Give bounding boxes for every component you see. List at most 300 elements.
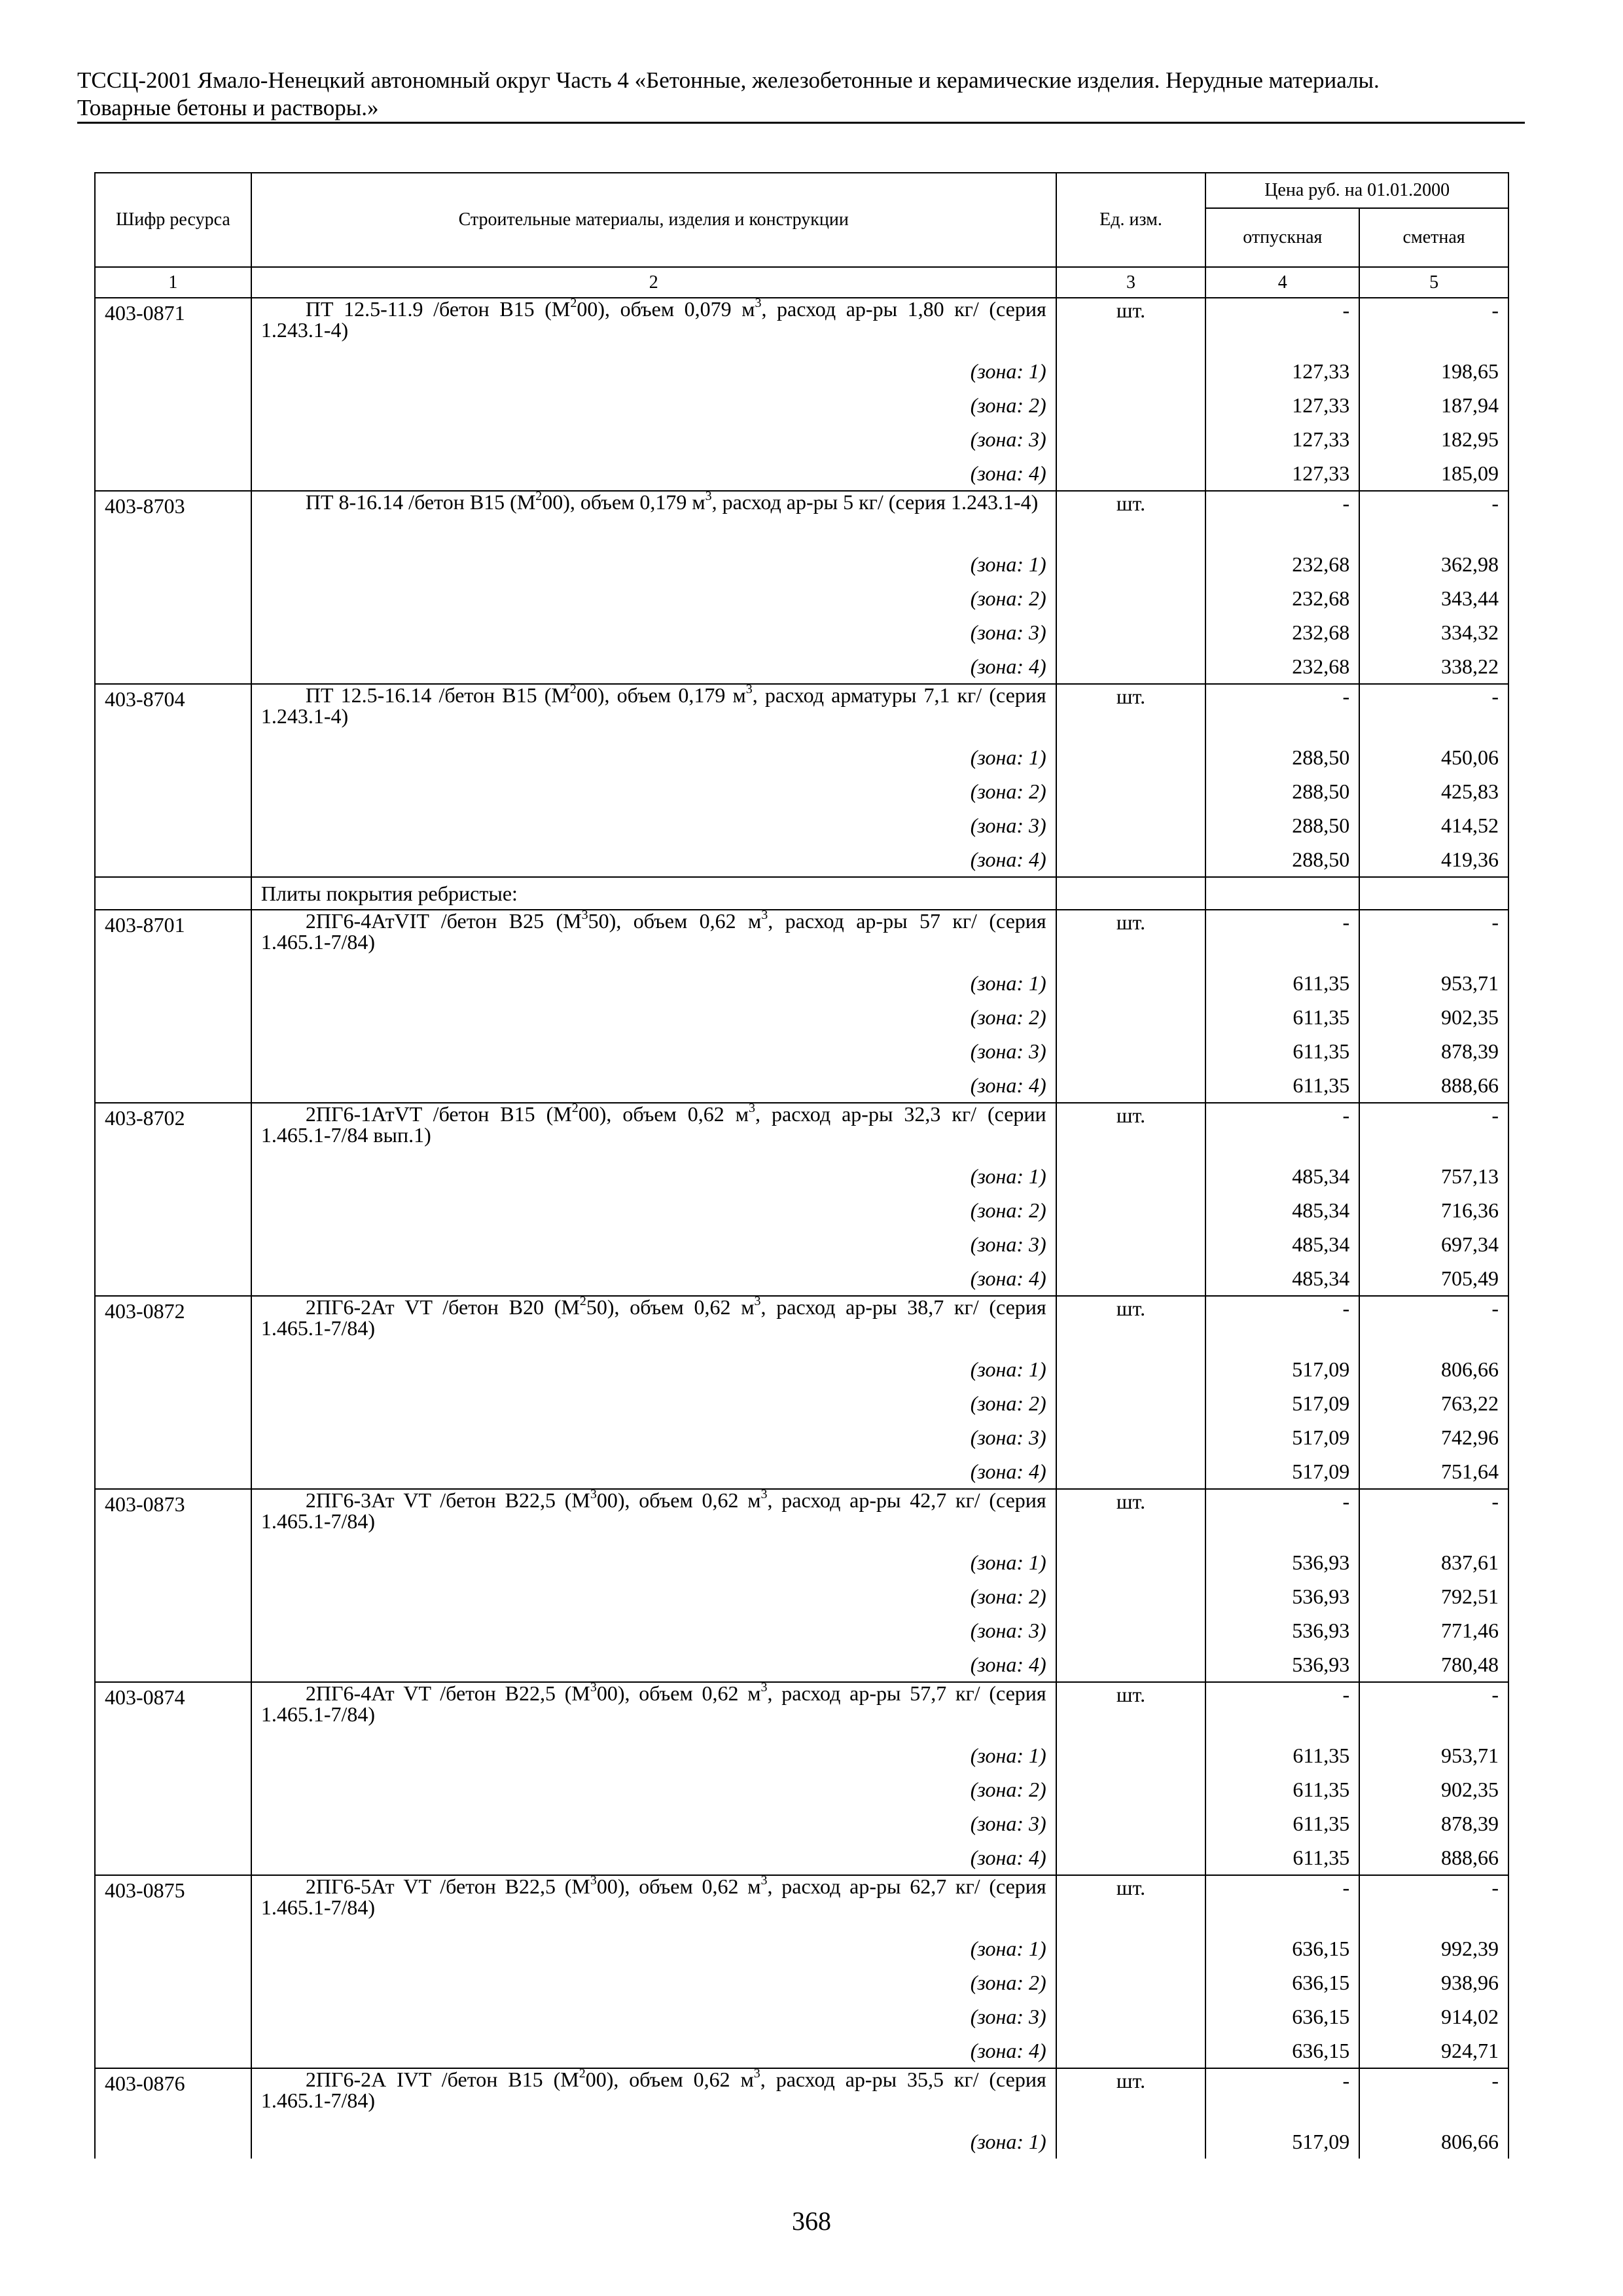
zone-release-price: 517,09	[1205, 1454, 1359, 1489]
zone-row	[95, 774, 1508, 808]
zone-release-price: 517,09	[1205, 1386, 1359, 1420]
resource-code: 403-0875	[95, 1875, 251, 1931]
desc-part-c: , расход ар-ры 38,7 кг/ (серия 1.465.1-7/84)	[260, 1295, 1046, 1340]
zone-label: (зона: 2)	[251, 1386, 1056, 1420]
desc-superscript: 2	[579, 2066, 586, 2081]
desc-part-b: 00), объем 0,62 м	[578, 1102, 749, 1126]
zone-row	[95, 581, 1508, 615]
zone-row	[95, 842, 1508, 877]
section-code-cell	[95, 877, 251, 910]
zone-code-cell	[95, 740, 251, 774]
desc-part-a: ПТ 12.5-11.9 /бетон B15 (M	[305, 297, 571, 321]
zone-code-cell	[95, 1806, 251, 1840]
zone-label: (зона: 4)	[251, 1068, 1056, 1103]
zone-estimate-price: 343,44	[1359, 581, 1508, 615]
zone-row	[95, 2125, 1508, 2159]
zone-release-price: 517,09	[1205, 1352, 1359, 1386]
zone-estimate-price: 992,39	[1359, 1931, 1508, 1965]
resource-code: 403-0872	[95, 1296, 251, 1352]
zone-label: (зона: 3)	[251, 1034, 1056, 1068]
table-row	[95, 2068, 1508, 2125]
zone-estimate-price: 888,66	[1359, 1068, 1508, 1103]
zone-estimate-price: 837,61	[1359, 1545, 1508, 1579]
zone-release-price: 232,68	[1205, 649, 1359, 684]
zone-row	[95, 1579, 1508, 1613]
zone-unit-cell	[1056, 1034, 1206, 1068]
zone-estimate-price: 450,06	[1359, 740, 1508, 774]
zone-estimate-price: 742,96	[1359, 1420, 1508, 1454]
zone-release-price: 232,68	[1205, 581, 1359, 615]
estimate-price: -	[1359, 1103, 1508, 1159]
zone-code-cell	[95, 1420, 251, 1454]
zone-unit-cell	[1056, 649, 1206, 684]
estimate-price: -	[1359, 298, 1508, 354]
zone-row	[95, 354, 1508, 388]
zone-estimate-price: 792,51	[1359, 1579, 1508, 1613]
zone-estimate-price: 806,66	[1359, 2125, 1508, 2159]
estimate-price: -	[1359, 1489, 1508, 1545]
zone-estimate-price: 763,22	[1359, 1386, 1508, 1420]
desc-superscript-2: 3	[760, 1487, 768, 1502]
unit-cell: шт.	[1056, 491, 1206, 547]
zone-estimate-price: 751,64	[1359, 1454, 1508, 1489]
zone-estimate-price: 953,71	[1359, 1738, 1508, 1772]
zone-code-cell	[95, 388, 251, 422]
zone-estimate-price: 705,49	[1359, 1261, 1508, 1296]
col-number-4: 4	[1205, 267, 1359, 298]
zone-release-price: 127,33	[1205, 354, 1359, 388]
zone-code-cell	[95, 1227, 251, 1261]
price-table	[94, 172, 1509, 2159]
desc-part-c: , расход ар-ры 32,3 кг/ (серии 1.465.1-7/84 вып.1)	[260, 1102, 1046, 1147]
table-row	[95, 1875, 1508, 1931]
release-price: -	[1205, 1489, 1359, 1545]
zone-label: (зона: 1)	[251, 547, 1056, 581]
zone-label: (зона: 4)	[251, 456, 1056, 491]
zone-release-price: 485,34	[1205, 1261, 1359, 1296]
zone-label: (зона: 1)	[251, 740, 1056, 774]
zone-estimate-price: 187,94	[1359, 388, 1508, 422]
zone-estimate-price: 914,02	[1359, 2000, 1508, 2034]
zone-label: (зона: 1)	[251, 1352, 1056, 1386]
estimate-price: -	[1359, 1296, 1508, 1352]
page-number: 368	[792, 2206, 831, 2236]
desc-part-a: 2ПГ6-4Ат VT /бетон B22,5 (M	[305, 1681, 590, 1705]
zone-label: (зона: 1)	[251, 1738, 1056, 1772]
zone-release-price: 127,33	[1205, 388, 1359, 422]
desc-superscript-2: 3	[760, 1680, 768, 1695]
resource-description	[251, 1103, 1056, 1159]
zone-row	[95, 1261, 1508, 1296]
desc-part-b: 00), объем 0,179 м	[542, 490, 705, 514]
zone-label: (зона: 2)	[251, 1193, 1056, 1227]
desc-superscript: 2	[569, 682, 577, 697]
zone-release-price: 611,35	[1205, 1840, 1359, 1875]
desc-superscript-2: 3	[745, 682, 753, 697]
zone-release-price: 611,35	[1205, 1034, 1359, 1068]
section-row	[95, 877, 1508, 910]
zone-row	[95, 1000, 1508, 1034]
desc-part-a: 2ПГ6-4АтVIT /бетон B25 (M	[305, 909, 582, 933]
zone-unit-cell	[1056, 1931, 1206, 1965]
zone-code-cell	[95, 1965, 251, 2000]
section-v4-cell	[1205, 877, 1359, 910]
zone-row	[95, 456, 1508, 491]
zone-label: (зона: 4)	[251, 842, 1056, 877]
zone-unit-cell	[1056, 2000, 1206, 2034]
desc-part-b: 00), объем 0,62 м	[585, 2068, 754, 2091]
zone-unit-cell	[1056, 1545, 1206, 1579]
zone-row	[95, 966, 1508, 1000]
zone-code-cell	[95, 1000, 251, 1034]
zone-row	[95, 1965, 1508, 2000]
zone-row	[95, 1193, 1508, 1227]
zone-unit-cell	[1056, 1806, 1206, 1840]
resource-code: 403-0873	[95, 1489, 251, 1545]
zone-label: (зона: 3)	[251, 1806, 1056, 1840]
zone-code-cell	[95, 615, 251, 649]
zone-release-price: 611,35	[1205, 1772, 1359, 1806]
table-row	[95, 684, 1508, 740]
zone-estimate-price: 902,35	[1359, 1772, 1508, 1806]
zone-row	[95, 422, 1508, 456]
desc-part-a: ПТ 8-16.14 /бетон B15 (M	[305, 490, 536, 514]
zone-release-price: 288,50	[1205, 740, 1359, 774]
desc-superscript-2: 3	[754, 1294, 761, 1309]
resource-description	[251, 1682, 1056, 1738]
header-rule	[77, 122, 1525, 124]
resource-description	[251, 1296, 1056, 1352]
zone-release-price: 127,33	[1205, 456, 1359, 491]
unit-cell: шт.	[1056, 910, 1206, 966]
zone-code-cell	[95, 842, 251, 877]
zone-unit-cell	[1056, 2034, 1206, 2068]
col-number-3: 3	[1056, 267, 1206, 298]
zone-release-price: 127,33	[1205, 422, 1359, 456]
unit-cell: шт.	[1056, 1296, 1206, 1352]
zone-code-cell	[95, 422, 251, 456]
zone-unit-cell	[1056, 808, 1206, 842]
col-header-price: Цена руб. на 01.01.2000	[1205, 173, 1508, 208]
zone-label: (зона: 4)	[251, 1647, 1056, 1682]
zone-label: (зона: 2)	[251, 388, 1056, 422]
resource-code: 403-0871	[95, 298, 251, 354]
zone-estimate-price: 419,36	[1359, 842, 1508, 877]
zone-row	[95, 615, 1508, 649]
zone-estimate-price: 806,66	[1359, 1352, 1508, 1386]
release-price: -	[1205, 1296, 1359, 1352]
zone-release-price: 288,50	[1205, 774, 1359, 808]
table-row	[95, 910, 1508, 966]
zone-code-cell	[95, 649, 251, 684]
release-price: -	[1205, 910, 1359, 966]
zone-code-cell	[95, 808, 251, 842]
zone-release-price: 611,35	[1205, 1000, 1359, 1034]
desc-superscript: 2	[535, 489, 543, 504]
zone-estimate-price: 334,32	[1359, 615, 1508, 649]
desc-part-a: 2ПГ6-2А IVT /бетон B15 (M	[305, 2068, 579, 2091]
desc-superscript: 2	[570, 296, 577, 311]
unit-cell: шт.	[1056, 684, 1206, 740]
desc-superscript-2: 3	[753, 2066, 760, 2081]
zone-label: (зона: 3)	[251, 615, 1056, 649]
estimate-price: -	[1359, 910, 1508, 966]
unit-cell: шт.	[1056, 2068, 1206, 2125]
zone-row	[95, 388, 1508, 422]
zone-release-price: 536,93	[1205, 1545, 1359, 1579]
zone-code-cell	[95, 2000, 251, 2034]
zone-row	[95, 808, 1508, 842]
zone-code-cell	[95, 1579, 251, 1613]
zone-estimate-price: 182,95	[1359, 422, 1508, 456]
desc-part-c: , расход ар-ры 5 кг/ (серия 1.243.1-4)	[711, 490, 1039, 514]
zone-release-price: 536,93	[1205, 1647, 1359, 1682]
zone-code-cell	[95, 1352, 251, 1386]
zone-row	[95, 547, 1508, 581]
estimate-price: -	[1359, 684, 1508, 740]
zone-unit-cell	[1056, 1738, 1206, 1772]
resource-code: 403-8701	[95, 910, 251, 966]
zone-code-cell	[95, 581, 251, 615]
zone-release-price: 288,50	[1205, 808, 1359, 842]
zone-estimate-price: 757,13	[1359, 1159, 1508, 1193]
desc-superscript: 3	[590, 1680, 597, 1695]
zone-estimate-price: 902,35	[1359, 1000, 1508, 1034]
zone-estimate-price: 953,71	[1359, 966, 1508, 1000]
unit-cell: шт.	[1056, 1489, 1206, 1545]
zone-row	[95, 1545, 1508, 1579]
zone-unit-cell	[1056, 1352, 1206, 1386]
zone-label: (зона: 3)	[251, 1420, 1056, 1454]
zone-release-price: 232,68	[1205, 615, 1359, 649]
desc-part-c: , расход ар-ры 57 кг/ (серия 1.465.1-7/84)	[260, 909, 1046, 954]
desc-superscript-2: 3	[761, 908, 768, 923]
zone-label: (зона: 2)	[251, 1000, 1056, 1034]
zone-label: (зона: 3)	[251, 422, 1056, 456]
zone-unit-cell	[1056, 1840, 1206, 1875]
zone-release-price: 611,35	[1205, 1068, 1359, 1103]
zone-code-cell	[95, 456, 251, 491]
zone-label: (зона: 4)	[251, 1840, 1056, 1875]
zone-label: (зона: 1)	[251, 966, 1056, 1000]
release-price: -	[1205, 1875, 1359, 1931]
zone-label: (зона: 3)	[251, 808, 1056, 842]
zone-code-cell	[95, 1261, 251, 1296]
zone-unit-cell	[1056, 615, 1206, 649]
zone-unit-cell	[1056, 966, 1206, 1000]
resource-description	[251, 1489, 1056, 1545]
col-number-5: 5	[1359, 267, 1508, 298]
zone-row	[95, 1068, 1508, 1103]
zone-code-cell	[95, 1613, 251, 1647]
resource-code: 403-8704	[95, 684, 251, 740]
zone-code-cell	[95, 1931, 251, 1965]
resource-description	[251, 491, 1056, 547]
zone-unit-cell	[1056, 422, 1206, 456]
zone-label: (зона: 1)	[251, 354, 1056, 388]
zone-release-price: 611,35	[1205, 1738, 1359, 1772]
desc-superscript: 2	[571, 1101, 579, 1116]
zone-label: (зона: 1)	[251, 1931, 1056, 1965]
zone-unit-cell	[1056, 1000, 1206, 1034]
zone-release-price: 485,34	[1205, 1227, 1359, 1261]
zone-code-cell	[95, 1068, 251, 1103]
zone-code-cell	[95, 966, 251, 1000]
zone-unit-cell	[1056, 1159, 1206, 1193]
desc-part-b: 00), объем 0,62 м	[596, 1874, 761, 1898]
zone-estimate-price: 414,52	[1359, 808, 1508, 842]
header-line-2: Товарные бетоны и растворы.»	[77, 95, 379, 120]
desc-part-a: 2ПГ6-1АтVT /бетон B15 (M	[305, 1102, 572, 1126]
zone-estimate-price: 425,83	[1359, 774, 1508, 808]
zone-code-cell	[95, 1193, 251, 1227]
zone-unit-cell	[1056, 1613, 1206, 1647]
zone-label: (зона: 2)	[251, 1772, 1056, 1806]
zone-estimate-price: 780,48	[1359, 1647, 1508, 1682]
zone-unit-cell	[1056, 1068, 1206, 1103]
resource-description	[251, 2068, 1056, 2125]
estimate-price: -	[1359, 1875, 1508, 1931]
zone-label: (зона: 1)	[251, 2125, 1056, 2159]
section-v5-cell	[1359, 877, 1508, 910]
zone-unit-cell	[1056, 354, 1206, 388]
zone-unit-cell	[1056, 1454, 1206, 1489]
zone-code-cell	[95, 1159, 251, 1193]
zone-label: (зона: 4)	[251, 649, 1056, 684]
zone-unit-cell	[1056, 388, 1206, 422]
zone-code-cell	[95, 1386, 251, 1420]
zone-estimate-price: 878,39	[1359, 1034, 1508, 1068]
zone-unit-cell	[1056, 842, 1206, 877]
zone-row	[95, 1931, 1508, 1965]
estimate-price: -	[1359, 491, 1508, 547]
zone-unit-cell	[1056, 1261, 1206, 1296]
zone-label: (зона: 4)	[251, 1261, 1056, 1296]
desc-superscript-2: 3	[749, 1101, 756, 1116]
zone-label: (зона: 1)	[251, 1159, 1056, 1193]
zone-release-price: 636,15	[1205, 1931, 1359, 1965]
zone-label: (зона: 2)	[251, 581, 1056, 615]
estimate-price: -	[1359, 1682, 1508, 1738]
table-row	[95, 298, 1508, 354]
zone-label: (зона: 2)	[251, 774, 1056, 808]
zone-estimate-price: 362,98	[1359, 547, 1508, 581]
desc-part-c: , расход ар-ры 35,5 кг/ (серия 1.465.1-7/84)	[260, 2068, 1046, 2112]
table-row	[95, 1296, 1508, 1352]
resource-description	[251, 298, 1056, 354]
desc-superscript-2: 3	[755, 296, 762, 311]
zone-unit-cell	[1056, 1772, 1206, 1806]
unit-cell: шт.	[1056, 1682, 1206, 1738]
price-table-body	[95, 298, 1508, 2159]
section-title: Плиты покрытия ребристые:	[251, 877, 1056, 910]
zone-row	[95, 1227, 1508, 1261]
unit-cell: шт.	[1056, 298, 1206, 354]
table-row	[95, 1489, 1508, 1545]
zone-release-price: 517,09	[1205, 1420, 1359, 1454]
zone-estimate-price: 198,65	[1359, 354, 1508, 388]
zone-code-cell	[95, 1840, 251, 1875]
zone-row	[95, 1772, 1508, 1806]
desc-part-a: 2ПГ6-5Ат VT /бетон B22,5 (M	[305, 1874, 590, 1898]
release-price: -	[1205, 2068, 1359, 2125]
zone-unit-cell	[1056, 1965, 1206, 2000]
zone-unit-cell	[1056, 1227, 1206, 1261]
table-row	[95, 1682, 1508, 1738]
desc-superscript-2: 3	[705, 489, 712, 504]
zone-estimate-price: 878,39	[1359, 1806, 1508, 1840]
zone-unit-cell	[1056, 456, 1206, 491]
resource-code: 403-0874	[95, 1682, 251, 1738]
zone-estimate-price: 338,22	[1359, 649, 1508, 684]
zone-code-cell	[95, 1454, 251, 1489]
zone-code-cell	[95, 547, 251, 581]
zone-release-price: 536,93	[1205, 1579, 1359, 1613]
table-row	[95, 491, 1508, 547]
zone-unit-cell	[1056, 774, 1206, 808]
zone-row	[95, 1647, 1508, 1682]
release-price: -	[1205, 491, 1359, 547]
zone-row	[95, 1806, 1508, 1840]
resource-description	[251, 910, 1056, 966]
col-header-name: Строительные материалы, изделия и конструкции	[251, 173, 1056, 267]
col-number-2: 2	[251, 267, 1056, 298]
desc-part-b: 00), объем 0,179 м	[576, 683, 746, 707]
desc-part-c: , расход ар-ры 62,7 кг/ (серия 1.465.1-7/84)	[260, 1874, 1046, 1919]
release-price: -	[1205, 684, 1359, 740]
zone-release-price: 611,35	[1205, 966, 1359, 1000]
zone-unit-cell	[1056, 581, 1206, 615]
resource-code: 403-0876	[95, 2068, 251, 2125]
zone-row	[95, 2000, 1508, 2034]
zone-code-cell	[95, 774, 251, 808]
zone-unit-cell	[1056, 1386, 1206, 1420]
header-line-1: ТССЦ-2001 Ямало-Ненецкий автономный округ Часть 4 «Бетонные, железобетонные и керамические изделия. Нерудные материалы.	[77, 67, 1380, 93]
zone-label: (зона: 2)	[251, 1965, 1056, 2000]
zone-release-price: 517,09	[1205, 2125, 1359, 2159]
col-header-code: Шифр ресурса	[95, 173, 251, 267]
zone-code-cell	[95, 1772, 251, 1806]
zone-unit-cell	[1056, 547, 1206, 581]
release-price: -	[1205, 298, 1359, 354]
zone-release-price: 636,15	[1205, 1965, 1359, 2000]
unit-cell: шт.	[1056, 1875, 1206, 1931]
zone-code-cell	[95, 354, 251, 388]
desc-superscript: 3	[590, 1487, 597, 1502]
zone-code-cell	[95, 1647, 251, 1682]
zone-code-cell	[95, 2034, 251, 2068]
desc-part-a: 2ПГ6-3Ат VT /бетон B22,5 (M	[305, 1488, 590, 1512]
zone-row	[95, 1840, 1508, 1875]
resource-description	[251, 1875, 1056, 1931]
zone-release-price: 536,93	[1205, 1613, 1359, 1647]
zone-estimate-price: 697,34	[1359, 1227, 1508, 1261]
desc-part-b: 50), объем 0,62 м	[586, 1295, 755, 1319]
zone-unit-cell	[1056, 1193, 1206, 1227]
desc-part-b: 00), объем 0,62 м	[596, 1488, 761, 1512]
zone-row	[95, 1454, 1508, 1489]
zone-release-price: 288,50	[1205, 842, 1359, 877]
col-header-unit: Ед. изм.	[1056, 173, 1206, 267]
release-price: -	[1205, 1103, 1359, 1159]
document-header	[77, 67, 1525, 122]
zone-row	[95, 740, 1508, 774]
desc-part-a: 2ПГ6-2Ат VT /бетон B20 (M	[305, 1295, 580, 1319]
resource-description	[251, 684, 1056, 740]
estimate-price: -	[1359, 2068, 1508, 2125]
zone-label: (зона: 1)	[251, 1545, 1056, 1579]
zone-row	[95, 1420, 1508, 1454]
